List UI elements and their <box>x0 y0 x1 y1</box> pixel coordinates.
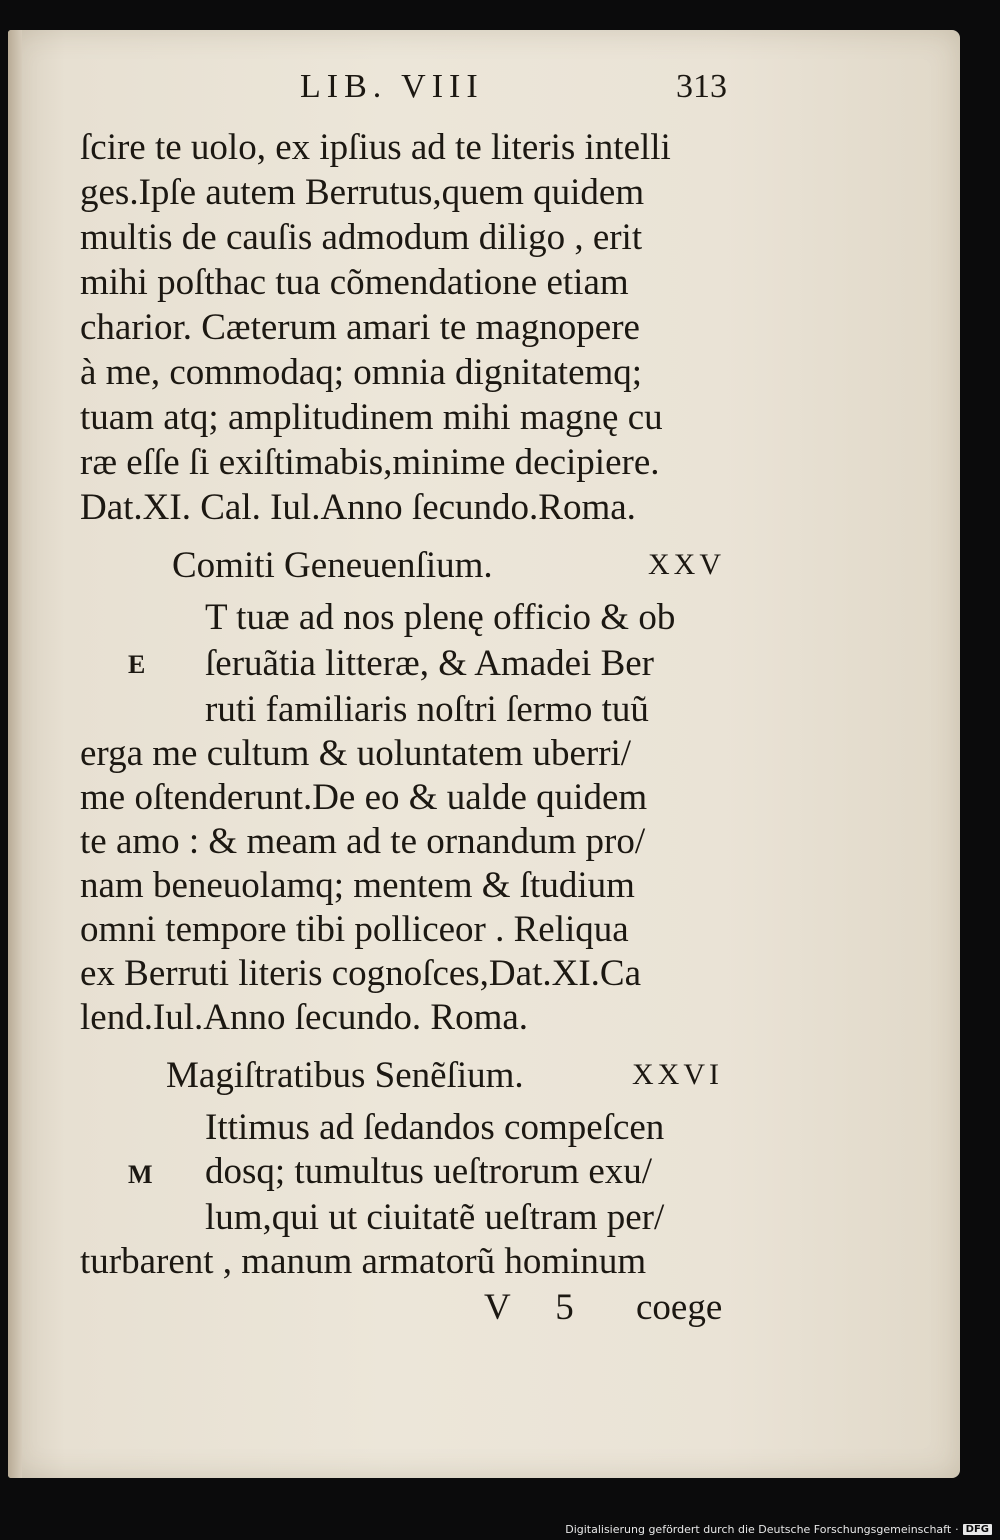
letter2-indented-line: ſeruãtia litteræ, & Amadei Ber <box>205 643 655 684</box>
letter2-line: nam beneuolamq; mentem & ſtudium <box>80 865 635 906</box>
letter1-line: à me, commodaq; omnia dignitatemq; <box>80 352 643 393</box>
letter2-line: ex Berruti literis cognoſces,Dat.XI.Ca <box>80 953 641 994</box>
running-title: LIB. VIII <box>300 68 484 105</box>
digitization-credit <box>565 1523 992 1536</box>
letter3-initial: M <box>128 1160 153 1189</box>
letter2-line: te amo : & meam ad te ornandum pro/ <box>80 821 646 862</box>
letter1-line: multis de cauſis admodum diligo , erit <box>80 217 643 258</box>
letter2-line: omni tempore tibi polliceor . Reliqua <box>80 909 629 950</box>
letter2-line: me oſtenderunt.De eo & ualde quidem <box>80 777 648 818</box>
credit-separator: · <box>955 1523 959 1536</box>
letter3-indented-line: Ittimus ad ſedandos compeſcen <box>205 1107 665 1148</box>
letter2-indented-line: ruti familiaris noſtri ſermo tuũ <box>205 689 649 730</box>
letter1-line: ſcire te uolo, ex ipſius ad te literis intelli <box>80 127 671 168</box>
signature-mark: V 5 <box>484 1287 592 1328</box>
letter3-indented-line: dosq; tumultus ueſtrorum exu/ <box>205 1151 653 1192</box>
letter1-line: Dat.XI. Cal. Iul.Anno ſecundo.Roma. <box>80 487 636 528</box>
credit-text: Digitalisierung gefördert durch die Deutsche Forschungsgemeinschaft <box>565 1523 952 1536</box>
page-gutter <box>8 30 22 1478</box>
letter2-initial: E <box>128 650 146 679</box>
letter1-line: mihi poſthac tua cõmendatione etiam <box>80 262 629 303</box>
letter2-line: erga me cultum & uoluntatem uberri/ <box>80 733 632 774</box>
letter2-indented-line: T tuæ ad nos plenę officio & ob <box>205 597 676 638</box>
catchword: coege <box>636 1287 723 1328</box>
letter1-line: ræ eſſe ſi exiſtimabis,minime decipiere. <box>80 442 660 483</box>
letter2-number: XXV <box>648 548 725 581</box>
letter1-line: charior. Cæterum amari te magnopere <box>80 307 640 348</box>
letter1-line: ges.Ipſe autem Berrutus,quem quidem <box>80 172 645 213</box>
letter3-line: turbarent , manum armatorũ hominum <box>80 1241 647 1282</box>
letter1-line: tuam atq; amplitudinem mihi magnę cu <box>80 397 663 438</box>
letter3-number: XXVI <box>632 1058 723 1091</box>
letter2-heading: Comiti Geneuenſium. <box>172 545 493 586</box>
dfg-logo-icon: DFG <box>963 1524 992 1535</box>
letter3-indented-line: lum,qui ut ciuitatẽ ueſtram per/ <box>205 1197 665 1238</box>
letter2-line: lend.Iul.Anno ſecundo. Roma. <box>80 997 529 1038</box>
page-number: 313 <box>676 68 727 105</box>
letter3-heading: Magiſtratibus Senẽſium. <box>166 1055 524 1096</box>
